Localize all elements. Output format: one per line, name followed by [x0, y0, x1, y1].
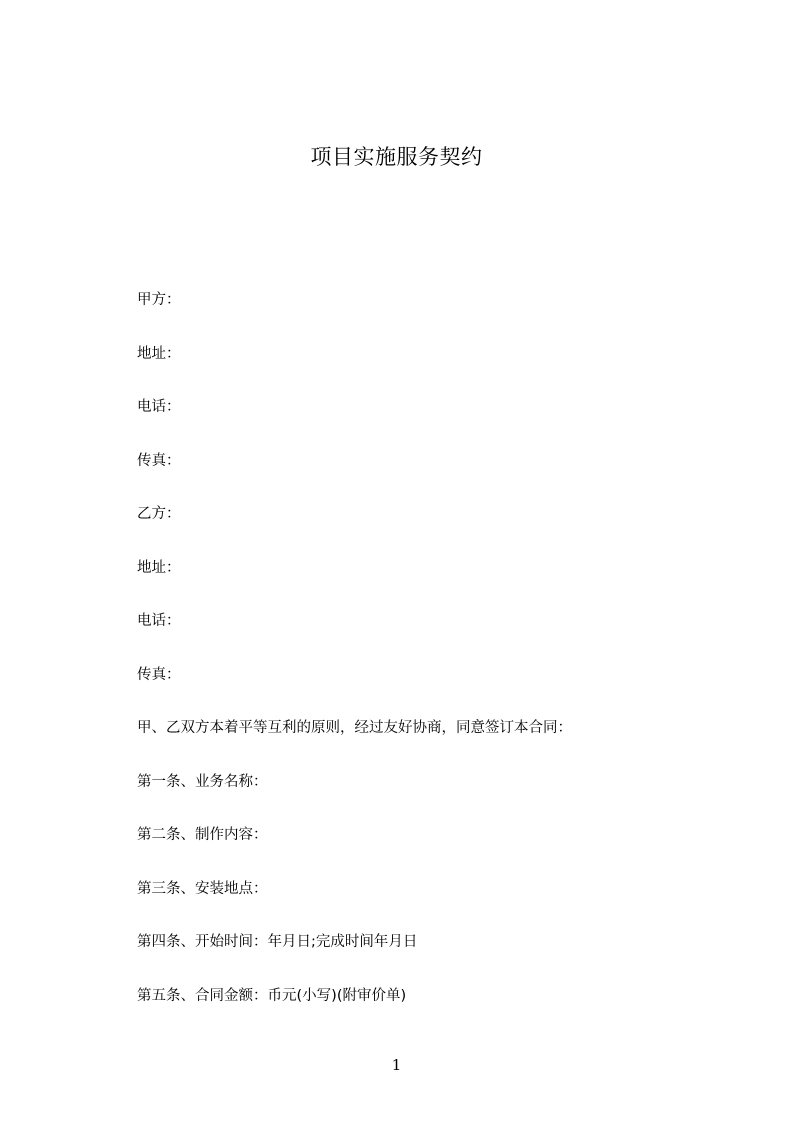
- document-title: 项目实施服务契约: [310, 145, 483, 169]
- contract-body: [137, 289, 737, 1038]
- party-b-address-label: 地址：: [137, 559, 181, 576]
- party-b-fax-label: 传真：: [137, 666, 181, 683]
- party-a-fax-label: 传真：: [137, 452, 181, 469]
- article-2: 第二条、制作内容：: [137, 827, 268, 843]
- party-a-phone-label: 电话：: [137, 399, 181, 415]
- party-b-label: 乙方：: [137, 506, 181, 522]
- party-a-address-label: 地址：: [137, 345, 181, 362]
- article-5: 第五条、合同金额：币元(小写)(附审价单): [137, 987, 407, 1004]
- agreement-preamble: 甲、乙双方本着平等互利的原则，经过友好协商，同意签订本合同：: [137, 720, 572, 736]
- article-1: 第一条、业务名称：: [137, 773, 268, 790]
- page-number: 1: [391, 1056, 402, 1074]
- article-3: 第三条、安装地点：: [137, 880, 268, 897]
- party-b-phone-label: 电话：: [137, 613, 181, 629]
- article-4: 第四条、开始时间：年月日;完成时间年月日: [137, 934, 418, 950]
- party-a-label: 甲方：: [137, 292, 181, 308]
